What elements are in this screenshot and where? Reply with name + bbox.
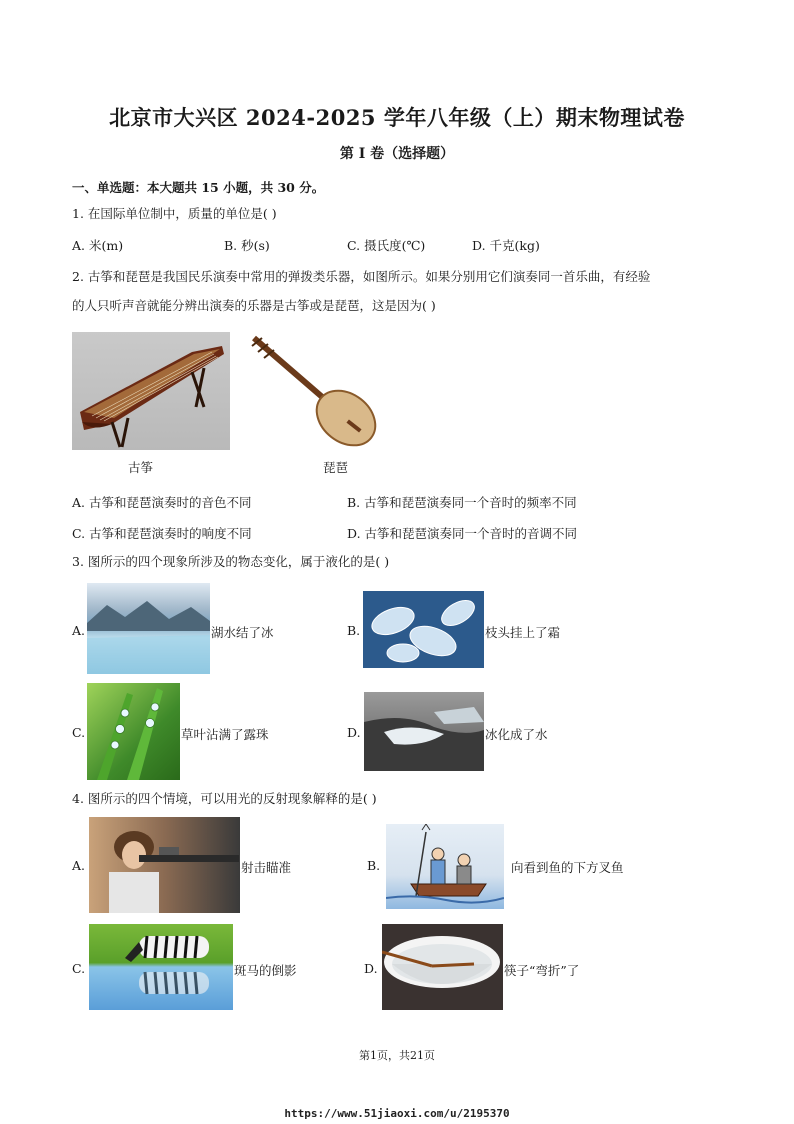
question-3-letter-c: C. xyxy=(72,725,86,740)
frost-branch-image xyxy=(363,591,484,668)
question-3-caption-b: 枝头挂上了霜 xyxy=(485,625,561,640)
question-1-option-d: D. 千克(kg) xyxy=(472,238,540,253)
question-3-stem: 3. 图所示的四个现象所涉及的物态变化，属于液化的是( ) xyxy=(72,554,390,569)
question-4-stem: 4. 图所示的四个情境，可以用光的反射现象解释的是( ) xyxy=(72,791,377,806)
volume-subtitle: 第 I 卷（选择题） xyxy=(339,146,455,162)
question-2-option-c: C. 古筝和琵琶演奏时的响度不同 xyxy=(72,526,252,541)
zebra-reflection-image xyxy=(89,924,233,1010)
chopsticks-bowl-image xyxy=(382,924,503,1010)
page-number: 第1页，共21页 xyxy=(359,1049,435,1062)
guzheng-caption: 古筝 xyxy=(128,460,154,475)
question-4-caption-d: 筷子“弯折”了 xyxy=(504,963,580,978)
question-2-option-b: B. 古筝和琵琶演奏同一个音时的频率不同 xyxy=(347,495,577,510)
question-4-caption-a: 射击瞄准 xyxy=(241,860,292,875)
question-1-option-c: C. 摄氏度(℃) xyxy=(347,238,426,253)
page-title: 北京市大兴区 2024-2025 学年八年级（上）期末物理试卷 xyxy=(109,105,685,130)
question-1-stem: 1. 在国际单位制中，质量的单位是( ) xyxy=(72,206,277,221)
melting-ice-image xyxy=(364,692,484,771)
question-2-option-d: D. 古筝和琵琶演奏同一个音时的音调不同 xyxy=(347,526,578,541)
pipa-caption: 琵琶 xyxy=(323,460,349,475)
question-3-caption-c: 草叶沾满了露珠 xyxy=(181,727,269,742)
question-4-caption-b: 向看到鱼的下方叉鱼 xyxy=(511,860,624,875)
question-3-letter-b: B. xyxy=(347,623,361,638)
question-4-letter-b: B. xyxy=(367,858,381,873)
question-4-letter-d: D. xyxy=(364,961,378,976)
question-4-letter-a: A. xyxy=(72,858,86,873)
question-4-caption-c: 斑马的倒影 xyxy=(234,963,297,978)
question-1-option-a: A. 米(m) xyxy=(72,238,124,253)
question-3-caption-a: 湖水结了冰 xyxy=(211,625,274,640)
fishing-image xyxy=(386,824,504,909)
pipa-image xyxy=(248,332,388,450)
question-2-stem-line1: 2. 古筝和琵琶是我国民乐演奏中常用的弹拨类乐器，如图所示。如果分别用它们演奏同一首乐曲，有经验 xyxy=(72,269,651,284)
section-heading: 一、单选题：本大题共 15 小题，共 30 分。 xyxy=(72,180,325,195)
question-3-letter-d: D. xyxy=(347,725,361,740)
question-2-stem-line2: 的人只听声音就能分辨出演奏的乐器是古筝或是琵琶，这是因为( ) xyxy=(72,298,436,313)
question-1-option-b: B. 秒(s) xyxy=(224,238,270,253)
question-3-letter-a: A. xyxy=(72,623,86,638)
guzheng-image xyxy=(72,332,230,450)
source-watermark: https://www.51jiaoxi.com/u/2195370 xyxy=(284,1107,510,1120)
frozen-lake-image xyxy=(87,583,210,674)
question-4-letter-c: C. xyxy=(72,961,86,976)
shooting-image xyxy=(89,817,240,913)
question-2-option-a: A. 古筝和琵琶演奏时的音色不同 xyxy=(72,495,252,510)
dew-grass-image xyxy=(87,683,180,780)
question-3-caption-d: 冰化成了水 xyxy=(485,727,548,742)
